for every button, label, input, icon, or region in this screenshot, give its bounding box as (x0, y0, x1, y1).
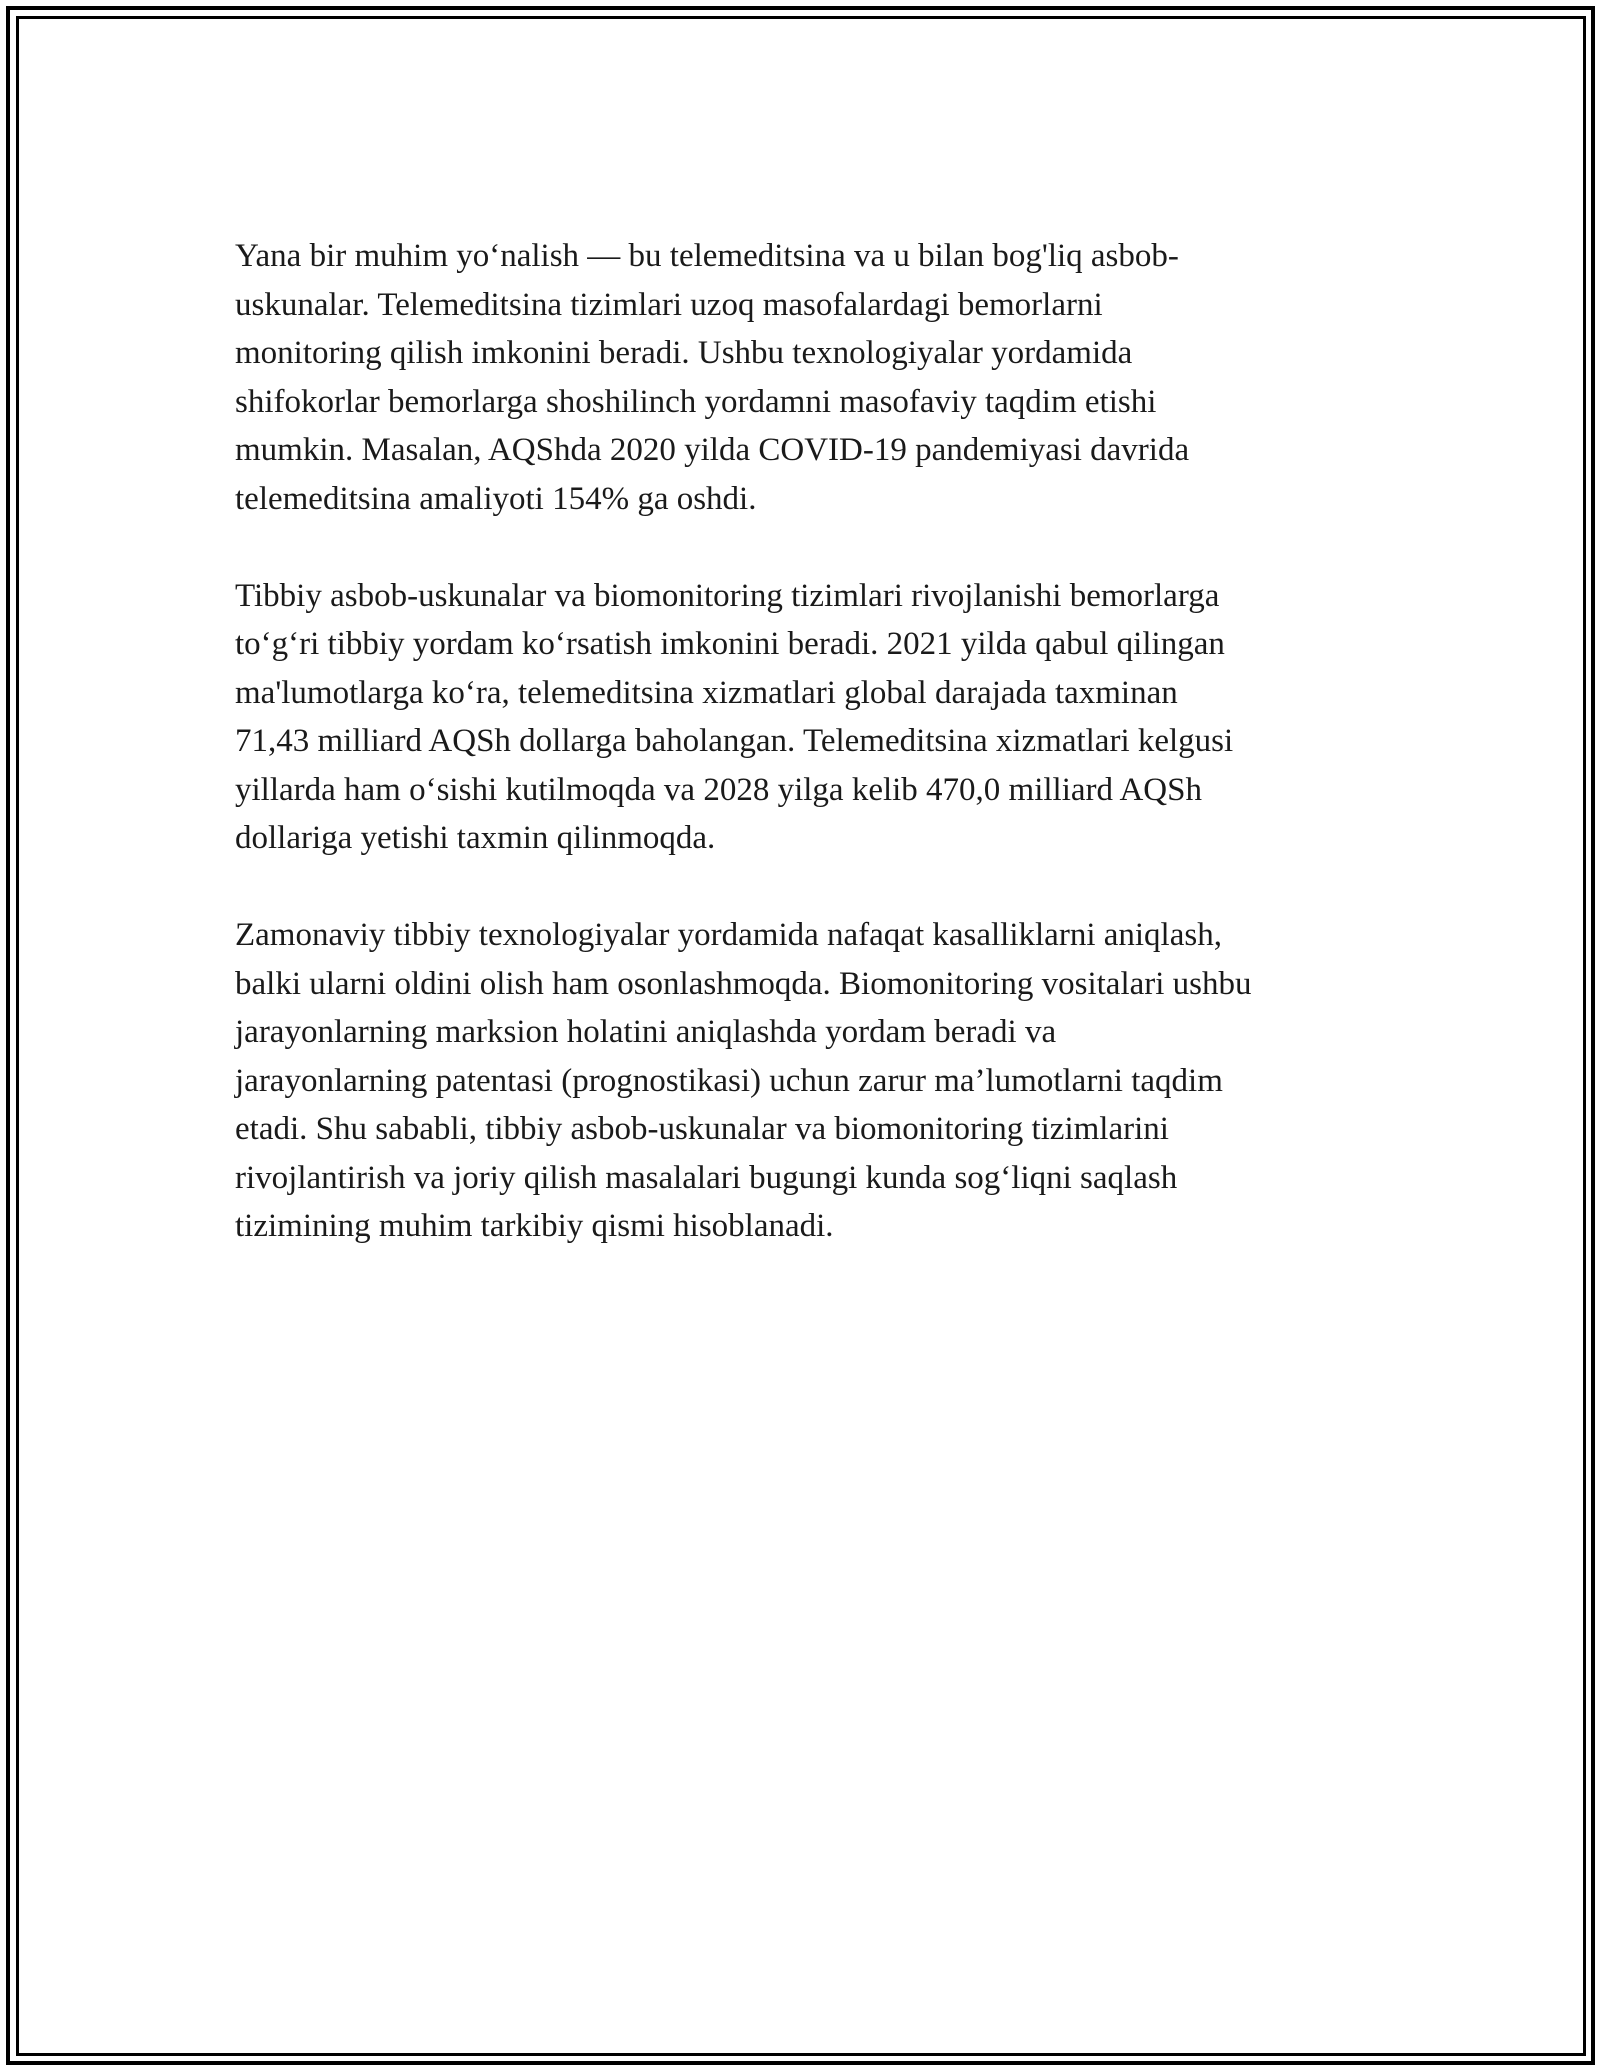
document-body (235, 232, 1375, 1299)
text-line: 71,43 milliard AQSh dollarga baholangan. Telemeditsina xizmatlari kelgusi (235, 723, 1234, 759)
text-line: jarayonlarning patentasi (prognostikasi) uchun zarur ma’lumotlarni taqdim (235, 1062, 1223, 1099)
text-line: Yana bir muhim yo‘nalish — bu telemeditsina va u bilan bog'liq asbob- (235, 238, 1179, 274)
text-line: jarayonlarning marksion holatini aniqlashda yordam beradi va (235, 1014, 1057, 1050)
text-line: to‘g‘ri tibbiy yordam ko‘rsatish imkonini beradi. 2021 yilda qabul qilingan (235, 626, 1225, 662)
text-line: dollariga yetishi taxmin qilinmoqda. (235, 820, 716, 856)
text-line: etadi. Shu sababli, tibbiy asbob-uskunalar va biomonitoring tizimlarini (235, 1111, 1169, 1147)
text-line: Tibbiy asbob-uskunalar va biomonitoring tizimlari rivojlanishi bemorlarga (235, 577, 1220, 614)
text-line: mumkin. Masalan, AQShda 2020 yilda COVID-19 pandemiyasi davrida (235, 432, 1190, 468)
text-line: shifokorlar bemorlarga shoshilinch yordamni masofaviy taqdim etishi (235, 383, 1157, 420)
text-line: monitoring qilish imkonini beradi. Ushbu texnologiyalar yordamida (235, 335, 1133, 371)
paragraph-market (235, 572, 1375, 863)
paragraph-biomonitoring (235, 911, 1375, 1251)
text-line: balki ularni oldini olish ham osonlashmoqda. Biomonitoring vositalari ushbu (235, 965, 1252, 1002)
text-line: telemeditsina amaliyoti 154% ga oshdi. (235, 480, 757, 517)
text-line: yillarda ham o‘sishi kutilmoqda va 2028 yilga kelib 470,0 milliard AQSh (235, 771, 1202, 808)
text-line: Zamonaviy tibbiy texnologiyalar yordamida nafaqat kasalliklarni aniqlash, (235, 917, 1222, 953)
text-line: tizimining muhim tarkibiy qismi hisoblanadi. (235, 1208, 834, 1244)
text-line: rivojlantirish va joriy qilish masalalari bugungi kunda sog‘liqni saqlash (235, 1159, 1178, 1196)
text-line: ma'lumotlarga ko‘ra, telemeditsina xizmatlari global darajada taxminan (235, 674, 1178, 711)
text-line: uskunalar. Telemeditsina tizimlari uzoq masofalardagi bemorlarni (235, 286, 1103, 323)
paragraph-telemedicine (235, 232, 1375, 523)
